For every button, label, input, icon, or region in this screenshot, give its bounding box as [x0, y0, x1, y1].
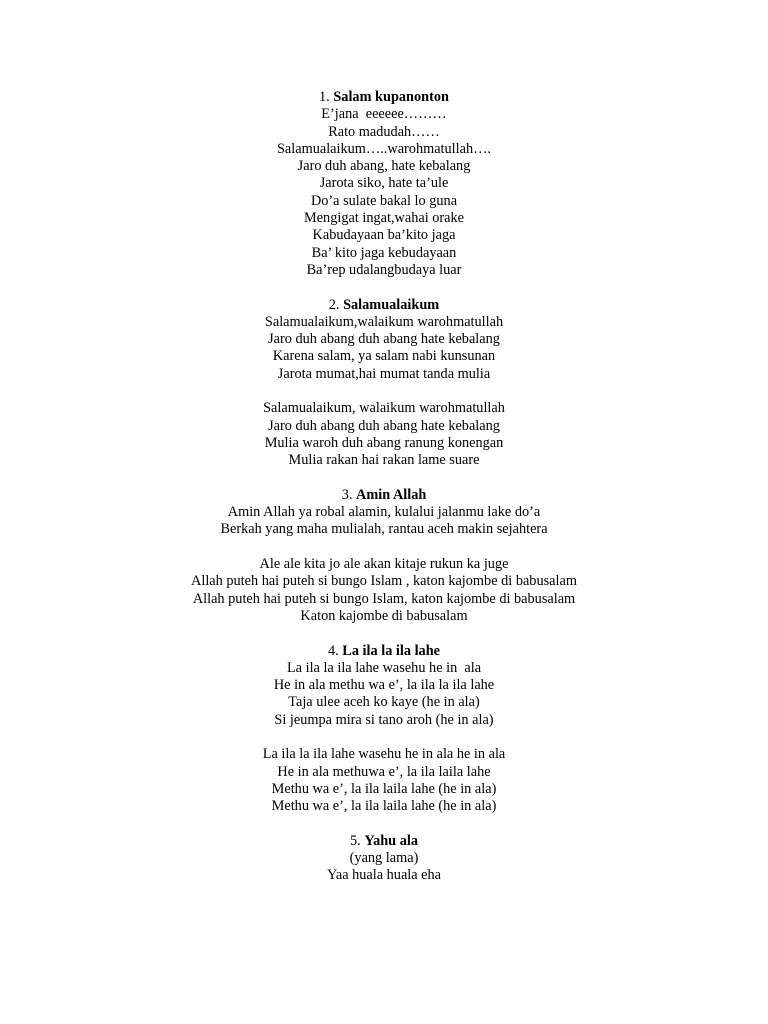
lyric-line: He in ala methu wa e’, la ila la ila lahe — [273, 677, 495, 694]
lyric-line: Salamualaikum,walaikum warohmatullah — [264, 313, 504, 330]
stanza-break — [0, 383, 768, 400]
song-title — [0, 297, 768, 314]
lyric-line: Berkah yang maha mulialah, rantau aceh makin sejahtera — [220, 521, 548, 538]
stanza — [0, 746, 768, 815]
lyric-line: Amin Allah ya robal alamin, kulalui jalanmu lake do’a — [227, 504, 541, 521]
lyric-line: Jarota mumat,hai mumat tanda mulia — [277, 365, 491, 382]
lyric-line: Methu wa e’, la ila laila lahe (he in ala) — [271, 798, 497, 815]
lyric-line: Allah puteh hai puteh si bungo Islam , katon kajombe di babusalam — [191, 573, 577, 590]
song-title — [0, 643, 768, 660]
song-number: 4. — [327, 642, 339, 659]
song-title-text: Yahu ala — [364, 832, 418, 849]
lyric-line: La ila la ila lahe wasehu he in ala — [286, 659, 482, 676]
song-3 — [0, 487, 768, 625]
lyric-line: He in ala methuwa e’, la ila laila lahe — [277, 763, 491, 780]
lyric-line: Ba’rep udalangbudaya luar — [306, 261, 462, 278]
song-2 — [0, 297, 768, 470]
lyric-line: Taja ulee aceh ko kaye (he in ala) — [288, 694, 480, 711]
song-5 — [0, 833, 768, 885]
lyric-line: Ba’ kito jaga kebudayaan — [311, 244, 457, 261]
lyric-line: Jaro duh abang, hate kebalang — [297, 158, 471, 175]
song-1 — [0, 89, 768, 279]
lyric-line: Jaro duh abang duh abang hate kebalang — [268, 331, 500, 348]
lyric-line: La ila la ila lahe wasehu he in ala he in ala — [262, 746, 506, 763]
song-4 — [0, 643, 768, 816]
song-title-text: Amin Allah — [356, 486, 427, 503]
stanza — [0, 314, 768, 383]
stanza-break — [0, 539, 768, 556]
stanza-break — [0, 729, 768, 746]
lyric-line: Mulia rakan hai rakan lame suare — [288, 452, 480, 469]
lyric-line: Rato madudah…… — [328, 123, 440, 140]
lyric-line: Salamualaikum…..warohmatullah…. — [276, 140, 491, 157]
song-title — [0, 833, 768, 850]
lyric-line: Salamualaikum, walaikum warohmatullah — [263, 400, 505, 417]
song-number: 2. — [328, 296, 340, 313]
song-number: 1. — [319, 89, 330, 105]
song-title-text: Salam kupanonton — [333, 89, 449, 105]
stanza — [0, 660, 768, 729]
lyric-line: Allah puteh hai puteh si bungo Islam, katon kajombe di babusalam — [192, 590, 576, 607]
lyric-line: Si jeumpa mira si tano aroh (he in ala) — [274, 711, 494, 728]
stanza — [0, 850, 768, 885]
lyric-line: Mengigat ingat,wahai orake — [304, 210, 464, 227]
lyric-line: Kabudayaan ba’kito jaga — [312, 227, 456, 244]
stanza — [0, 504, 768, 539]
song-title — [0, 89, 768, 106]
song-title-text: Salamualaikum — [343, 296, 440, 313]
lyric-line: Katon kajombe di babusalam — [300, 607, 468, 624]
lyric-line: Yaa huala huala eha — [326, 867, 442, 884]
lyric-line: Methu wa e’, la ila laila lahe (he in ala) — [271, 780, 497, 797]
song-number: 5. — [350, 832, 361, 849]
lyric-line: Jaro duh abang duh abang hate kebalang — [268, 417, 500, 434]
lyric-line: Jarota siko, hate ta’ule — [319, 175, 449, 192]
stanza — [0, 400, 768, 469]
song-title — [0, 487, 768, 504]
lyric-line: Do’a sulate bakal lo guna — [310, 192, 458, 209]
lyrics-document — [0, 89, 768, 885]
song-number: 3. — [341, 486, 353, 503]
lyric-line: (yang lama) — [349, 850, 419, 867]
lyric-line: E’jana eeeeee……… — [321, 106, 447, 123]
lyric-line: Karena salam, ya salam nabi kunsunan — [272, 348, 496, 365]
stanza — [0, 106, 768, 279]
stanza — [0, 556, 768, 625]
lyric-line: Mulia waroh duh abang ranung konengan — [264, 434, 504, 451]
lyric-line: Ale ale kita jo ale akan kitaje rukun ka juge — [259, 556, 509, 573]
song-title-text: La ila la ila lahe — [342, 642, 441, 659]
